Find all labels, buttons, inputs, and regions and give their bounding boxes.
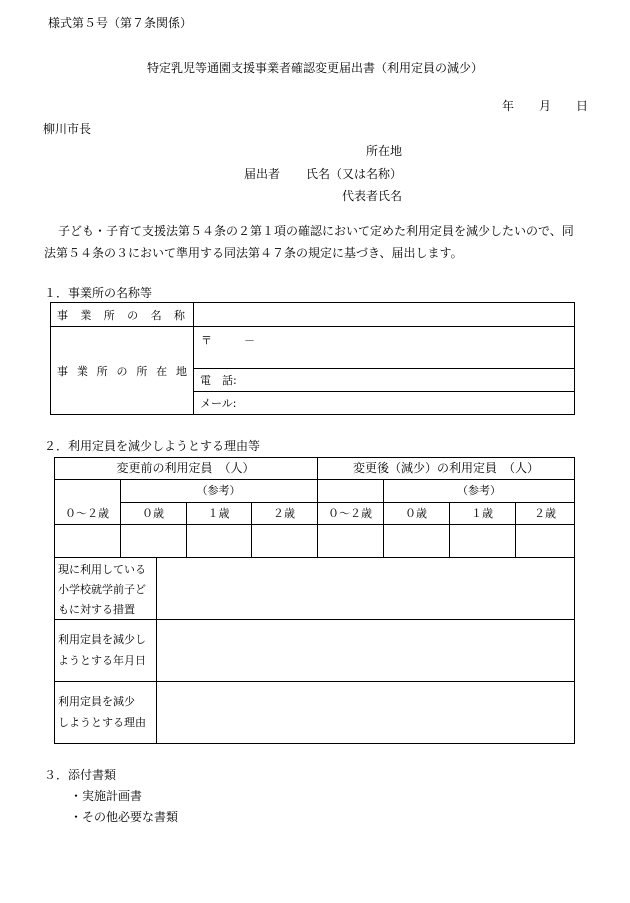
facility-location-label-char: 地	[175, 364, 187, 378]
facility-name-label	[51, 307, 193, 323]
age-header-before-0-2: ０～２歳	[65, 507, 109, 520]
capacity-after-1-field[interactable]	[450, 525, 515, 557]
mail-label: メール:	[200, 397, 237, 410]
section-1-heading: １．事業所の名称等	[44, 286, 153, 300]
label-line	[58, 629, 156, 650]
facility-location-label-char: 所	[96, 364, 108, 378]
postal-dash: －	[244, 334, 255, 347]
date-day: 日	[576, 99, 589, 113]
facility-location-label-char: 所	[136, 364, 148, 378]
postal-address-field[interactable]	[194, 327, 575, 369]
before-capacity-heading: 変更前の利用定員 （人）	[116, 461, 255, 475]
facility-table	[50, 302, 575, 415]
current-children-measures-field[interactable]	[157, 558, 574, 619]
facility-name-label-cell	[51, 303, 194, 327]
age-header-after-0: ０歳	[405, 507, 427, 520]
label-line-text: 利用定員を減少	[58, 695, 135, 708]
age-header-after-2: ２歳	[534, 507, 556, 520]
facility-location-label	[51, 363, 193, 379]
phone-field[interactable]	[194, 369, 575, 392]
age-header-before-2: ２歳	[273, 507, 295, 520]
facility-name-label-char: 称	[173, 308, 185, 322]
current-children-measures-label	[58, 560, 156, 620]
reduction-date-field[interactable]	[157, 620, 574, 681]
label-line-text: 利用定員を減少し	[58, 633, 146, 646]
facility-name-label-char: の	[127, 308, 139, 322]
name-label: 氏名（又は名称）	[306, 167, 403, 181]
label-line	[58, 600, 156, 620]
form-number: 様式第５号（第７条関係）	[48, 16, 193, 30]
body-text-line-2: 法第５４条の３において準用する同法第４７条の規定に基づき、届出します。	[44, 246, 463, 260]
label-line	[58, 691, 156, 712]
notifier-label: 届出者	[244, 167, 281, 181]
label-line-text: 現に利用している	[58, 563, 146, 576]
section-2-heading: ２．利用定員を減少しようとする理由等	[44, 439, 261, 453]
capacity-before-2-field[interactable]	[252, 525, 317, 557]
body-text-line-1: 子ども・子育て支援法第５４条の２第１項の確認において定めた利用定員を減少したいので、同	[58, 224, 574, 238]
date-year: 年	[502, 99, 515, 113]
reduction-date-label	[58, 629, 156, 671]
capacity-after-2-field[interactable]	[516, 525, 574, 557]
capacity-before-0-field[interactable]	[121, 525, 186, 557]
facility-name-label-char: 名	[150, 308, 162, 322]
facility-name-label-char: 所	[103, 308, 115, 322]
capacity-after-0-2-field[interactable]	[318, 525, 383, 557]
label-line	[58, 560, 156, 580]
age-header-after-1: １歳	[471, 507, 493, 520]
date-month: 月	[539, 99, 552, 113]
attachment-item-2: ・その他必要な書類	[70, 810, 179, 824]
page-title-text: 特定乳児等通園支援事業者確認変更届出書（利用定員の減少）	[146, 61, 483, 75]
section-3-heading: ３．添付書類	[44, 768, 117, 782]
facility-name-label-char: 業	[80, 308, 92, 322]
age-header-before-0: ０歳	[142, 507, 164, 520]
facility-location-label-char: 事	[57, 364, 68, 378]
label-line-text: 小学校就学前子ど	[58, 583, 146, 596]
label-line	[58, 650, 156, 671]
page-title	[0, 62, 630, 74]
facility-name-field[interactable]	[194, 303, 575, 327]
label-line-text: もに対する措置	[58, 603, 135, 616]
addressee: 柳川市長	[43, 122, 92, 136]
capacity-before-1-field[interactable]	[187, 525, 251, 557]
attachment-item-1: ・実施計画書	[70, 789, 143, 803]
address-label: 所在地	[366, 144, 403, 158]
facility-name-label-char: 事	[57, 308, 68, 322]
after-capacity-heading: 変更後（減少）の利用定員 （人）	[352, 461, 539, 475]
label-line	[58, 712, 156, 733]
reference-before-label: （参考）	[196, 484, 241, 497]
label-line-text: ようとする年月日	[58, 654, 146, 667]
capacity-grid	[54, 457, 575, 744]
mail-field[interactable]	[194, 392, 575, 415]
capacity-before-0-2-field[interactable]	[55, 525, 120, 557]
representative-label: 代表者氏名	[342, 189, 403, 203]
phone-label: 電 話:	[200, 374, 237, 387]
reduction-reason-field[interactable]	[157, 682, 574, 743]
facility-location-label-char: の	[116, 364, 128, 378]
facility-location-label-char: 在	[156, 364, 168, 378]
capacity-after-0-field[interactable]	[384, 525, 449, 557]
reference-after-label: （参考）	[457, 484, 501, 497]
age-header-before-1: １歳	[207, 507, 230, 520]
label-line	[58, 580, 156, 600]
reduction-reason-label	[58, 691, 156, 733]
age-header-after-0-2: ０～２歳	[328, 507, 372, 520]
facility-location-label-char: 業	[76, 364, 88, 378]
facility-location-label-cell	[51, 327, 194, 415]
label-line-text: しようとする理由	[58, 716, 146, 729]
postal-mark: 〒	[201, 334, 212, 347]
